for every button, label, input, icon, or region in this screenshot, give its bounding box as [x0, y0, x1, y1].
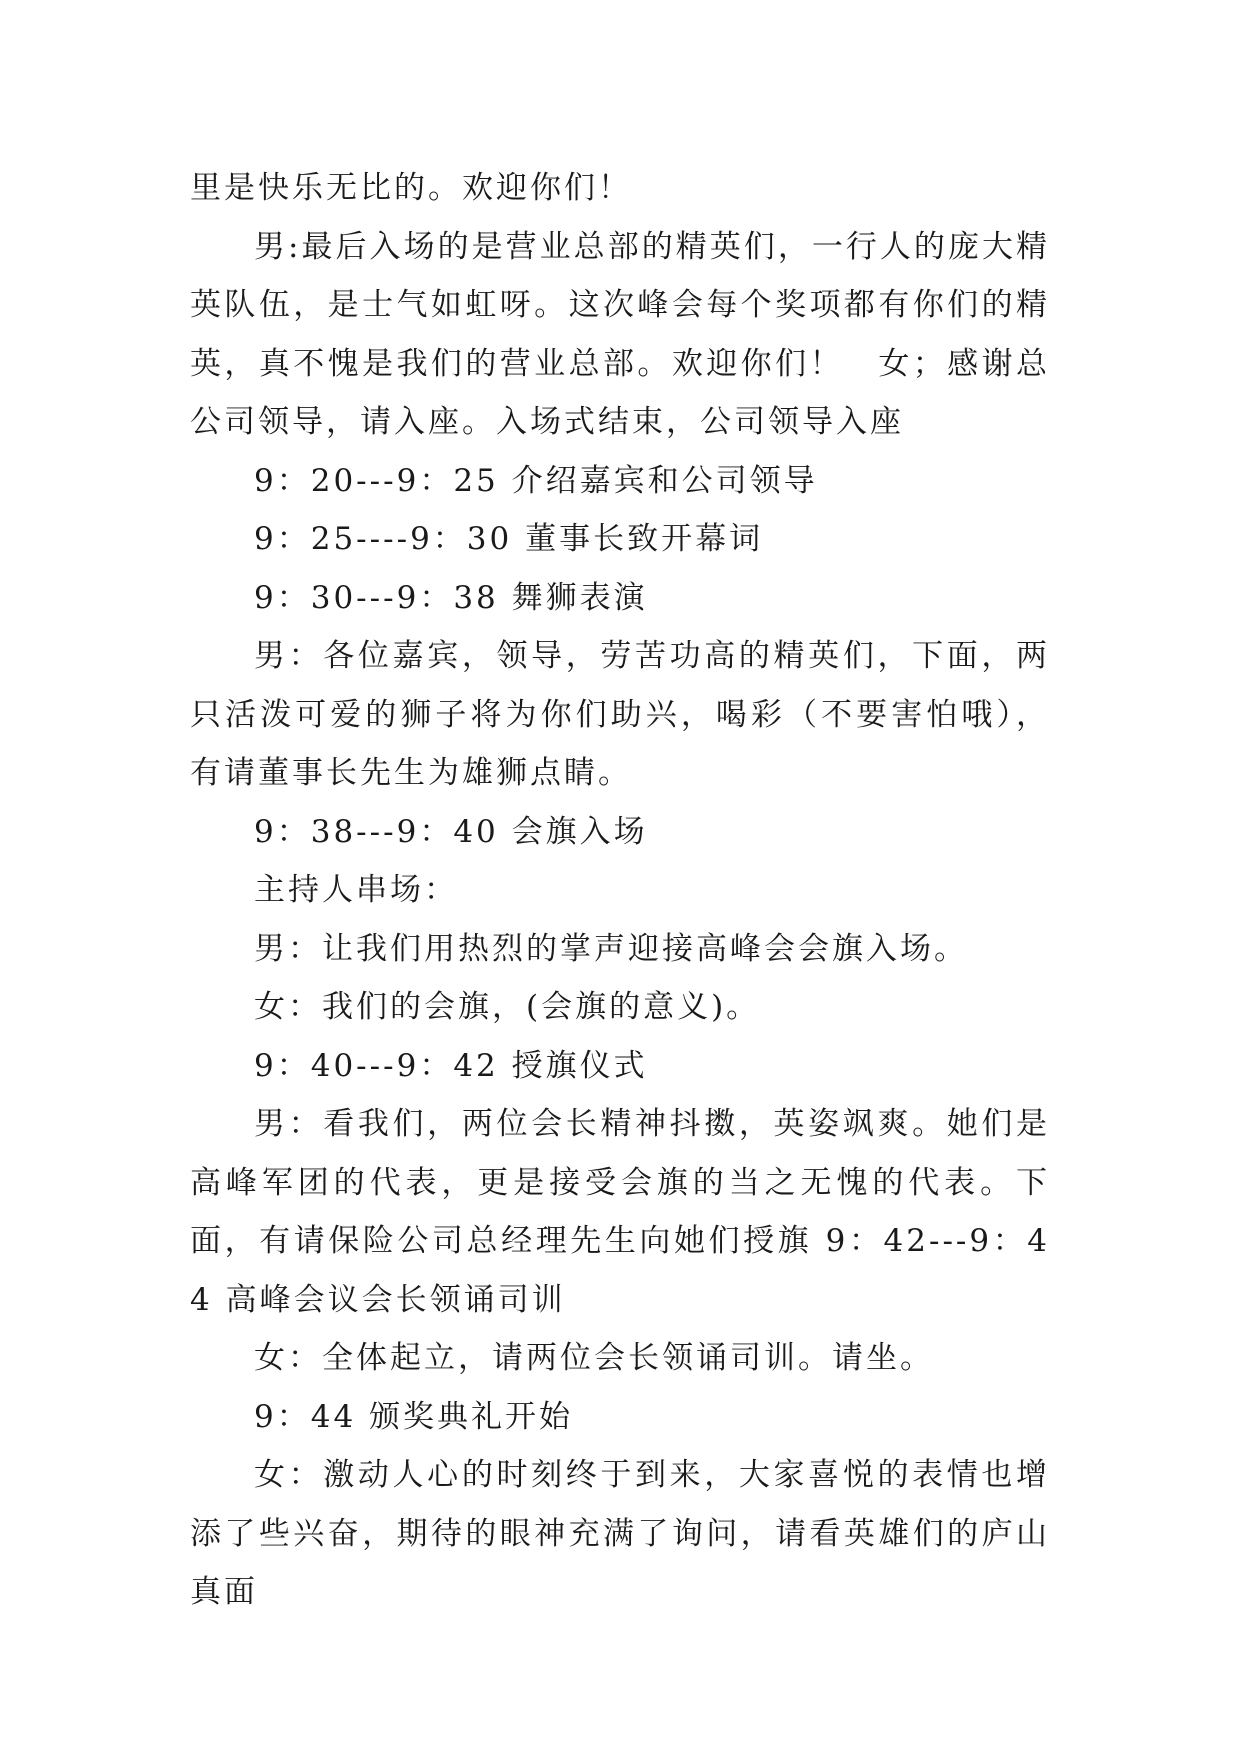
schedule-item: 9：44 颁奖典礼开始: [254, 1398, 574, 1435]
schedule-item: 9：38---9：40 会旗入场: [254, 813, 648, 850]
schedule-item: 9：40---9：42 授旗仪式: [254, 1047, 648, 1084]
paragraph: 女：我们的会旗，(会旗的意义)。: [254, 989, 761, 1025]
paragraph: 女：激动人心的时刻终于到来，大家喜悦的表情也增添了些兴奋，期待的眼神充满了询问，请看英雄们的庐山真面: [190, 1457, 1050, 1610]
paragraph: 男：各位嘉宾，领导，劳苦功高的精英们，下面，两只活泼可爱的狮子将为你们助兴，喝彩（不要害怕哦），有请董事长先生为雄狮点睛。: [190, 638, 1050, 791]
schedule-item: 9：20---9：25 介绍嘉宾和公司领导: [254, 462, 818, 499]
paragraph: 里是快乐无比的。欢迎你们！: [190, 170, 632, 206]
schedule-item: 9：25----9：30 董事长致开幕词: [254, 521, 764, 557]
paragraph: 男:最后入场的是营业总部的精英们，一行人的庞大精英队伍，是士气如虹呀。这次峰会每个奖项都有你们的精英，真不愧是我们的营业总部。欢迎你们！ 女；感谢总公司领导，请入座。入场式结束，公司领导入座: [190, 228, 1050, 440]
paragraph: 男：看我们，两位会长精神抖擞，英姿飒爽。她们是高峰军团的代表，更是接受会旗的当之无愧的代表。下面，有请保险公司总经理先生向她们授旗 9：42---9：44 高峰会议会长领诵司训: [190, 1106, 1050, 1318]
paragraph: 男：让我们用热烈的掌声迎接高峰会会旗入场。: [254, 930, 968, 967]
paragraph: 主持人串场：: [254, 872, 458, 908]
document-body: [190, 159, 1050, 1622]
schedule-item: 9：30---9：38 舞狮表演: [254, 579, 648, 616]
paragraph: 女：全体起立，请两位会长领诵司训。请坐。: [254, 1340, 934, 1376]
